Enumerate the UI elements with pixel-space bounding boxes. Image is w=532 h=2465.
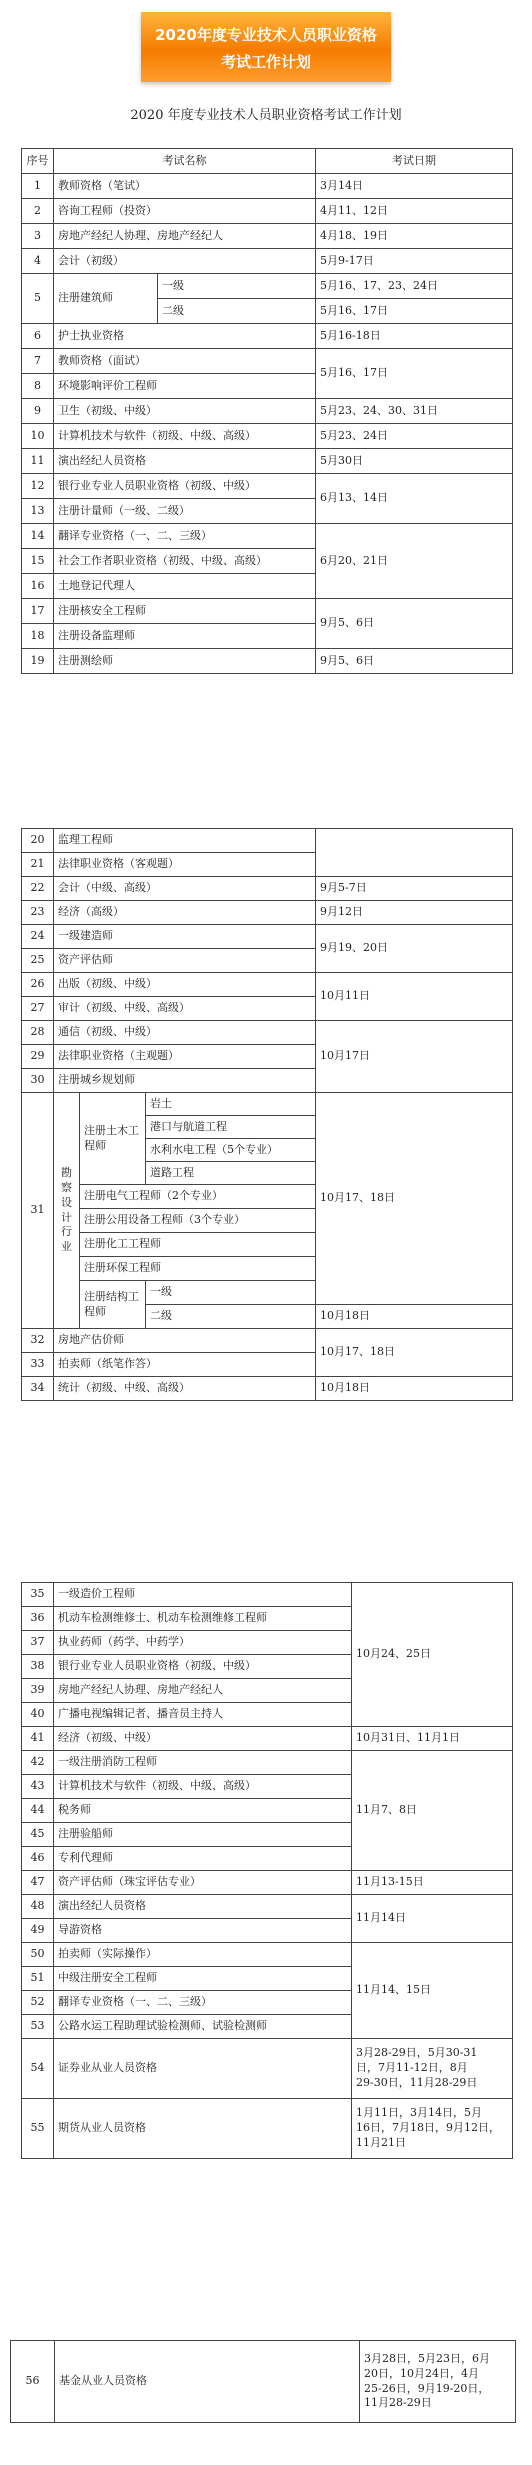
row-number: 51: [22, 1967, 54, 1991]
exam-name: 监理工程师: [54, 829, 316, 853]
exam-name: 卫生（初级、中级）: [54, 399, 316, 424]
row-number: 22: [22, 877, 54, 901]
exam-date: 10月17、18日: [316, 1329, 513, 1377]
row-number: 44: [22, 1799, 54, 1823]
exam-date: 10月11日: [316, 973, 513, 1021]
exam-name: 房地产经纪人协理、房地产经纪人: [54, 224, 316, 249]
exam-name: 公路水运工程助理试验检测师、试验检测师: [54, 2015, 352, 2039]
exam-name: 注册设备监理师: [54, 624, 316, 649]
exam-name: 经济（高级）: [54, 901, 316, 925]
row-number: 7: [22, 349, 54, 374]
exam-name: 注册电气工程师（2个专业）: [80, 1185, 316, 1209]
exam-name: 会计（中级、高级）: [54, 877, 316, 901]
exam-name: 拍卖师（纸笔作答）: [54, 1353, 316, 1377]
row-number: 42: [22, 1751, 54, 1775]
row-number: 15: [22, 549, 54, 574]
row-number: 47: [22, 1871, 54, 1895]
table-row: [22, 224, 513, 249]
exam-category-char: 业: [61, 1240, 72, 1254]
row-number: 39: [22, 1679, 54, 1703]
exam-name: 执业药师（药学、中药学）: [54, 1631, 352, 1655]
exam-name: 注册建筑师: [54, 274, 158, 324]
row-number: 49: [22, 1919, 54, 1943]
exam-category-char: 察: [61, 1180, 72, 1194]
exam-name: 演出经纪人员资格: [54, 449, 316, 474]
exam-name: 一级造价工程师: [54, 1583, 352, 1607]
row-number: 45: [22, 1823, 54, 1847]
exam-date: 9月5、6日: [316, 599, 513, 649]
table-row: [22, 324, 513, 349]
exam-specialty: 岩土: [146, 1093, 316, 1116]
exam-name: 出版（初级、中级）: [54, 973, 316, 997]
row-number: 34: [22, 1377, 54, 1401]
table-row: [22, 877, 513, 901]
row-number: 35: [22, 1583, 54, 1607]
row-number: 12: [22, 474, 54, 499]
exam-date: 11月14日: [352, 1895, 513, 1943]
table-row: [22, 925, 513, 949]
exam-date-line: 3月28-29日，5月30-31: [356, 2046, 478, 2060]
exam-name: 基金从业人员资格: [55, 2341, 360, 2423]
exam-category-char: 设: [61, 1195, 72, 1209]
row-number: 37: [22, 1631, 54, 1655]
exam-date: [352, 2039, 513, 2099]
exam-date: 10月17、18日: [316, 1093, 513, 1305]
exam-date: 10月31日、11月1日: [352, 1727, 513, 1751]
exam-date-line: 日，7月11-12日，8月: [356, 2061, 468, 2075]
exam-date-line: 3月28日，5月23日，6月: [364, 2351, 490, 2365]
exam-specialty: 港口与航道工程: [146, 1116, 316, 1139]
table-row: [22, 424, 513, 449]
exam-date: 9月5、6日: [316, 649, 513, 674]
row-number: 56: [11, 2341, 55, 2423]
exam-date-empty: [316, 829, 513, 877]
exam-table-part1: [21, 148, 513, 674]
exam-name: 翻译专业资格（一、二、三级）: [54, 1991, 352, 2015]
row-number: 36: [22, 1607, 54, 1631]
exam-table-part3: [21, 1582, 513, 2159]
table-row: [22, 1871, 513, 1895]
table-row: [22, 599, 513, 624]
exam-date: 5月23、24、30、31日: [316, 399, 513, 424]
exam-name: 注册测绘师: [54, 649, 316, 674]
table-row: [11, 2341, 516, 2423]
exam-category-char: 行: [61, 1225, 72, 1239]
row-number: 28: [22, 1021, 54, 1045]
exam-name: 经济（初级、中级）: [54, 1727, 352, 1751]
table-row: [22, 1943, 513, 1967]
exam-name: 会计（初级）: [54, 249, 316, 274]
exam-name: 计算机技术与软件（初级、中级、高级）: [54, 1775, 352, 1799]
row-number: 41: [22, 1727, 54, 1751]
exam-name: 计算机技术与软件（初级、中级、高级）: [54, 424, 316, 449]
table-row: [22, 474, 513, 499]
row-number: 13: [22, 499, 54, 524]
exam-sublevel: 一级: [146, 1281, 316, 1305]
exam-category-char: 勘: [61, 1165, 72, 1179]
exam-date: 9月12日: [316, 901, 513, 925]
row-number: 14: [22, 524, 54, 549]
exam-name: 广播电视编辑记者、播音员主持人: [54, 1703, 352, 1727]
exam-sublevel: 二级: [158, 299, 316, 324]
row-number: 10: [22, 424, 54, 449]
row-number: 2: [22, 199, 54, 224]
exam-date-line: 11月28-29日: [364, 2396, 432, 2410]
row-number: 6: [22, 324, 54, 349]
exam-date: 11月13-15日: [352, 1871, 513, 1895]
exam-name: 银行业专业人员职业资格（初级、中级）: [54, 1655, 352, 1679]
table-row: [22, 449, 513, 474]
exam-name: 房地产估价师: [54, 1329, 316, 1353]
row-number: 33: [22, 1353, 54, 1377]
header-name: 考试名称: [54, 149, 316, 174]
exam-date: [360, 2341, 516, 2423]
header-seq: 序号: [22, 149, 54, 174]
row-number: 4: [22, 249, 54, 274]
table-row: [22, 1329, 513, 1353]
exam-date: 11月7、8日: [352, 1751, 513, 1871]
exam-name: 资产评估师: [54, 949, 316, 973]
exam-date-line: 20日，10月24日，4月: [364, 2366, 479, 2380]
exam-date: 10月18日: [316, 1305, 513, 1329]
exam-name: 专利代理师: [54, 1847, 352, 1871]
table-row: [22, 829, 513, 853]
row-number: 5: [22, 274, 54, 324]
row-number: 17: [22, 599, 54, 624]
row-number: 38: [22, 1655, 54, 1679]
exam-date: 5月23、24日: [316, 424, 513, 449]
table-row: [22, 524, 513, 549]
row-number: 55: [22, 2099, 54, 2159]
exam-name: 注册结构工程师: [80, 1281, 146, 1329]
row-number: 16: [22, 574, 54, 599]
table-row: [22, 1751, 513, 1775]
exam-date-line: 29-30日，11月28-29日: [356, 2075, 478, 2089]
exam-name: 统计（初级、中级、高级）: [54, 1377, 316, 1401]
exam-name: 中级注册安全工程师: [54, 1967, 352, 1991]
exam-date: 9月5-7日: [316, 877, 513, 901]
exam-name: 注册验船师: [54, 1823, 352, 1847]
row-number: 11: [22, 449, 54, 474]
exam-name: 一级建造师: [54, 925, 316, 949]
row-number: 43: [22, 1775, 54, 1799]
exam-sublevel: 二级: [146, 1305, 316, 1329]
table-row: [22, 1895, 513, 1919]
exam-name: 注册计量师（一级、二级）: [54, 499, 316, 524]
table-row: [22, 973, 513, 997]
row-number: 30: [22, 1069, 54, 1093]
exam-date: 6月13、14日: [316, 474, 513, 524]
banner-title-line1: 2020年度专业技术人员职业资格: [155, 26, 377, 44]
exam-category: [54, 1093, 80, 1329]
table-row: [22, 399, 513, 424]
exam-name: 翻译专业资格（一、二、三级）: [54, 524, 316, 549]
row-number: 53: [22, 2015, 54, 2039]
row-number: 24: [22, 925, 54, 949]
exam-date-line: 1月11日，3月14日，5月: [356, 2106, 482, 2120]
exam-date: 10月18日: [316, 1377, 513, 1401]
exam-date: 6月20、21日: [316, 524, 513, 599]
row-number: 9: [22, 399, 54, 424]
table-row: [22, 1727, 513, 1751]
exam-date: 4月11、12日: [316, 199, 513, 224]
row-number: 23: [22, 901, 54, 925]
row-number: 26: [22, 973, 54, 997]
exam-name: 咨询工程师（投资）: [54, 199, 316, 224]
exam-table-part4: [10, 2340, 516, 2423]
exam-name: 注册化工工程师: [80, 1233, 316, 1257]
exam-name: 注册城乡规划师: [54, 1069, 316, 1093]
exam-name: 拍卖师（实际操作）: [54, 1943, 352, 1967]
exam-name: 教师资格（面试）: [54, 349, 316, 374]
row-number: 52: [22, 1991, 54, 2015]
exam-date: 5月16、17日: [316, 299, 513, 324]
exam-name: 法律职业资格（客观题）: [54, 853, 316, 877]
exam-category-label: [54, 1166, 79, 1255]
exam-date-line: 11月21日: [356, 2135, 406, 2149]
row-number: 50: [22, 1943, 54, 1967]
exam-name: 机动车检测维修士、机动车检测维修工程师: [54, 1607, 352, 1631]
exam-name: 法律职业资格（主观题）: [54, 1045, 316, 1069]
table-row: [22, 1377, 513, 1401]
row-number: 31: [22, 1093, 54, 1329]
row-number: 46: [22, 1847, 54, 1871]
row-number: 48: [22, 1895, 54, 1919]
exam-name: 注册土木工程师: [80, 1093, 146, 1185]
exam-name: 资产评估师（珠宝评估专业）: [54, 1871, 352, 1895]
exam-date: [352, 2099, 513, 2159]
exam-name: 注册公用设备工程师（3个专业）: [80, 1209, 316, 1233]
exam-date: 5月16、17日: [316, 349, 513, 399]
page-subtitle: 2020 年度专业技术人员职业资格考试工作计划: [130, 108, 402, 123]
exam-date: 4月18、19日: [316, 224, 513, 249]
exam-sublevel: 一级: [158, 274, 316, 299]
exam-name: 导游资格: [54, 1919, 352, 1943]
row-number: 32: [22, 1329, 54, 1353]
exam-date-line: 25-26日，9月19-20日，: [364, 2381, 490, 2395]
table-row: [22, 2039, 513, 2099]
table-row: [22, 199, 513, 224]
exam-date: 10月24、25日: [352, 1583, 513, 1727]
exam-date-line: 16日，7月18日，9月12日，: [356, 2121, 500, 2135]
exam-date: 11月14、15日: [352, 1943, 513, 2039]
exam-date: 3月14日: [316, 174, 513, 199]
row-number: 21: [22, 853, 54, 877]
row-number: 29: [22, 1045, 54, 1069]
exam-table-part2: [21, 828, 513, 1401]
row-number: 1: [22, 174, 54, 199]
table-row: [22, 1021, 513, 1045]
exam-name: 环境影响评价工程师: [54, 374, 316, 399]
exam-name: 通信（初级、中级）: [54, 1021, 316, 1045]
exam-date: 5月16、17、23、24日: [316, 274, 513, 299]
table-row: [22, 901, 513, 925]
row-number: 27: [22, 997, 54, 1021]
exam-name: 注册环保工程师: [80, 1257, 316, 1281]
table-header-row: [22, 149, 513, 174]
exam-date: 5月30日: [316, 449, 513, 474]
row-number: 8: [22, 374, 54, 399]
row-number: 3: [22, 224, 54, 249]
exam-name: 房地产经纪人协理、房地产经纪人: [54, 1679, 352, 1703]
table-row: [22, 649, 513, 674]
banner-title-line2: 考试工作计划: [220, 53, 311, 71]
exam-name: 注册核安全工程师: [54, 599, 316, 624]
table-row: [22, 349, 513, 374]
exam-name: 教师资格（笔试）: [54, 174, 316, 199]
row-number: 18: [22, 624, 54, 649]
title-banner: [141, 12, 391, 82]
exam-name: 一级注册消防工程师: [54, 1751, 352, 1775]
table-row: [22, 1583, 513, 1607]
row-number: 25: [22, 949, 54, 973]
exam-name: 税务师: [54, 1799, 352, 1823]
exam-date: 10月17日: [316, 1021, 513, 1093]
table-row: [22, 174, 513, 199]
exam-name: 护士执业资格: [54, 324, 316, 349]
exam-name: 审计（初级、中级、高级）: [54, 997, 316, 1021]
exam-date: 5月9-17日: [316, 249, 513, 274]
table-row: [22, 249, 513, 274]
exam-specialty: 水利水电工程（5个专业）: [146, 1139, 316, 1162]
row-number: 20: [22, 829, 54, 853]
exam-name: 演出经纪人员资格: [54, 1895, 352, 1919]
exam-name: 银行业专业人员职业资格（初级、中级）: [54, 474, 316, 499]
row-number: 54: [22, 2039, 54, 2099]
exam-date: 9月19、20日: [316, 925, 513, 973]
header-date: 考试日期: [316, 149, 513, 174]
exam-category-char: 计: [61, 1210, 72, 1224]
exam-name: 期货从业人员资格: [54, 2099, 352, 2159]
exam-specialty: 道路工程: [146, 1162, 316, 1185]
exam-name: 土地登记代理人: [54, 574, 316, 599]
table-row: [22, 1093, 513, 1116]
table-row: [22, 274, 513, 299]
row-number: 40: [22, 1703, 54, 1727]
row-number: 19: [22, 649, 54, 674]
exam-date: 5月16-18日: [316, 324, 513, 349]
table-row: [22, 2099, 513, 2159]
exam-name: 证券业从业人员资格: [54, 2039, 352, 2099]
exam-name: 社会工作者职业资格（初级、中级、高级）: [54, 549, 316, 574]
